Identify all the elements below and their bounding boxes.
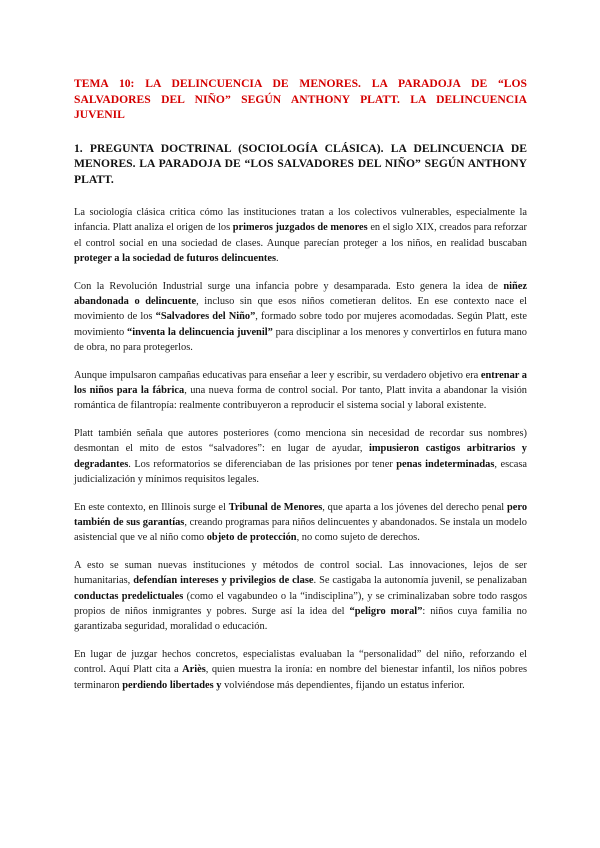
paragraph-5: En este contexto, en Illinois surge el Tribunal de Menores, que aparta a los jóvenes del derecho penal pero también de sus garantías, creando programas para niños delincuentes y abandonados. Se instala un modelo asistencial que ve al niño como objeto de protección, no como sujeto de derechos. xyxy=(74,501,528,544)
paragraph-3: Aunque impulsaron campañas educativas para enseñar a leer y escribir, su verdadero objetivo era entrenar a los niños para la fábrica, una nueva forma de control social. Por tanto, Platt invita a abandonar la visión romántica de filantropía: realmente contribuyeron a reproducir el sistema social y laboral existente. xyxy=(74,369,528,412)
paragraph-1: La sociología clásica critica cómo las instituciones tratan a los colectivos vulnerables, especialmente la infancia. Platt analiza el origen de los primeros juzgados de menores en el siglo XIX, creados para reforzar el control social en una sociedad de clases. Aunque parecían proteger a los niños, en realidad buscaban proteger a la sociedad de futuros delincuentes. xyxy=(74,207,527,265)
paragraph-2: Con la Revolución Industrial surge una infancia pobre y desamparada. Esto genera la idea de niñez abandonada o delincuente, incluso sin que esos niños cometieran delitos. En ese contexto nace el movimiento de los “Salvadores del Niño”, formado sobre todo por mujeres acomodadas. Según Platt, este movimiento “inventa la delincuencia juvenil” para disciplinar a los menores y convertirlos en futura mano de obra, no para protegerlos. xyxy=(74,280,527,354)
paragraph-4: Platt también señala que autores posteriores (como menciona sin necesidad de recordar sus nombres) desmontan el mito de estos “salvadores”: en lugar de ayudar, impusieron castigos arbitrarios y degradantes. Los reformatorios se diferenciaban de las prisiones por tener penas indeterminadas, escasa judicialización y mínimos requisitos legales. xyxy=(74,427,528,486)
paragraph-6: A esto se suman nuevas instituciones y métodos de control social. Las innovaciones, lejos de ser humanitarias, defendían intereses y privilegios de clase. Se castigaba la autonomía juvenil, se penalizaban conductas predelictuales (como el vagabundeo o la “indisciplina”), y se criminalizaban sobre todo rasgos propios de niños inmigrantes y pobres. Surge así la idea del “peligro moral”: niños cuya familia no garantizaba seguridad, moralidad o educación. xyxy=(74,559,527,633)
section-heading: 1. PREGUNTA DOCTRINAL (SOCIOLOGÍA CLÁSICA). LA DELINCUENCIA DE MENORES. LA PARADOJA DE “LOS SALVADORES DEL NIÑO” SEGÚN ANTHONY PLATT. xyxy=(74,141,527,186)
paragraph-7: En lugar de juzgar hechos concretos, especialistas evaluaban la “personalidad” del niño, reforzando el control. Aquí Platt cita a Ariès, quien muestra la ironía: en nombre del bienestar infantil, los niños pobres terminaron perdiendo libertades y volviéndose más dependientes, fijando un estatus inferior. xyxy=(74,648,527,691)
document-page xyxy=(74,76,527,693)
document-title: TEMA 10: LA DELINCUENCIA DE MENORES. LA PARADOJA DE “LOS SALVADORES DEL NIÑO” SEGÚN ANTHONY PLATT. LA DELINCUENCIA JUVENIL xyxy=(74,77,527,121)
